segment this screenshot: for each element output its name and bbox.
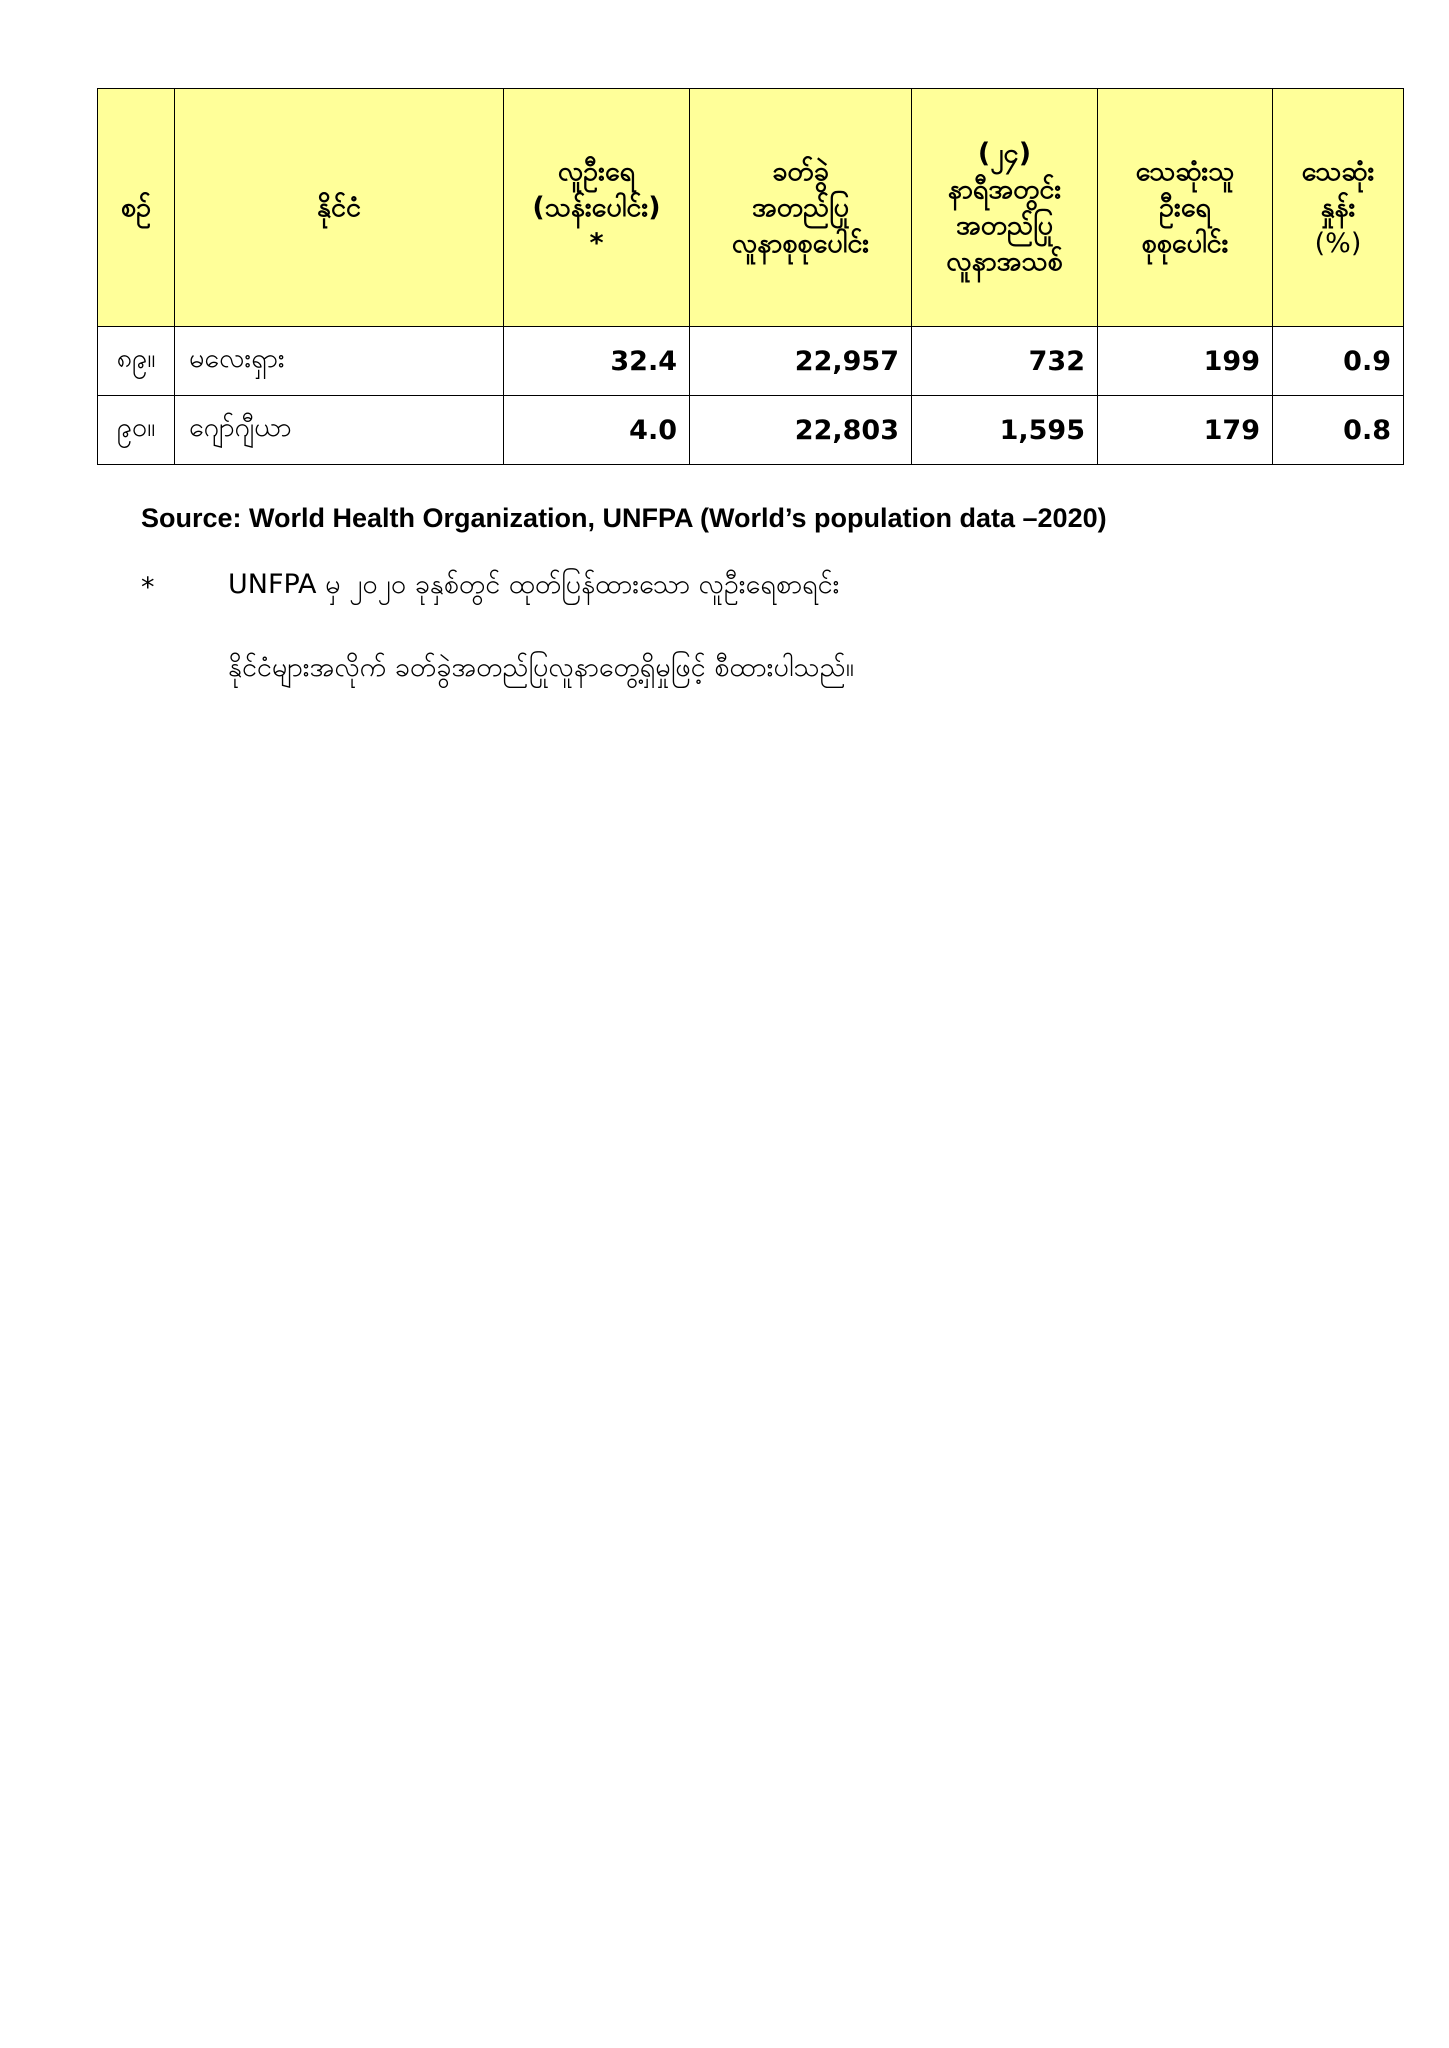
header-total-cases: ခတ်ခွဲ အတည်ပြု လူနာစုစုပေါင်း xyxy=(690,89,912,327)
row-new-cases-24h: 1,595 xyxy=(912,396,1098,465)
row-death-rate: 0.8 xyxy=(1273,396,1404,465)
header-death-rate-unit: (%) xyxy=(1314,227,1362,259)
header-death-rate-label: သေဆုံး နှုန်း xyxy=(1301,155,1375,223)
source-citation: Source: World Health Organization, UNFPA (World’s population data –2020) xyxy=(141,503,1107,533)
row-country: ဂျော်ဂျီယာ xyxy=(175,396,504,465)
row-serial-number: ၉၀။ xyxy=(98,396,175,465)
row-population: 4.0 xyxy=(504,396,690,465)
row-total-deaths: 179 xyxy=(1098,396,1273,465)
row-total-deaths: 199 xyxy=(1098,327,1273,396)
footnote-line-1: UNFPA မှ ၂၀၂၀ ခုနှစ်တွင် ထုတ်ပြန်ထားသော လူဦးရေစာရင်း xyxy=(228,569,840,600)
row-serial-number: ၈၉။ xyxy=(98,327,175,396)
row-total-cases: 22,803 xyxy=(690,396,912,465)
header-death-rate xyxy=(1273,89,1404,327)
row-new-cases-24h: 732 xyxy=(912,327,1098,396)
row-country: မလေးရှား xyxy=(175,327,504,396)
header-new-cases-24h: (၂၄) နာရီအတွင်း အတည်ပြု လူနာအသစ် xyxy=(912,89,1098,327)
header-population: လူဦးရေ (သန်းပေါင်း) * xyxy=(504,89,690,327)
table-row xyxy=(98,396,1404,465)
row-death-rate: 0.9 xyxy=(1273,327,1404,396)
table-row xyxy=(98,327,1404,396)
header-total-deaths: သေဆုံးသူ ဦးရေ စုစုပေါင်း xyxy=(1098,89,1273,327)
covid-statistics-table xyxy=(97,88,1404,465)
table-header-row xyxy=(98,89,1404,327)
footnote-line-2: နိုင်ငံများအလိုက် ခတ်ခွဲအတည်ပြုလူနာတွေ့ရှိမှုဖြင့် စီထားပါသည်။ xyxy=(228,652,854,683)
row-total-cases: 22,957 xyxy=(690,327,912,396)
footnote-asterisk: * xyxy=(141,572,155,603)
header-country: နိုင်ငံ xyxy=(175,89,504,327)
row-population: 32.4 xyxy=(504,327,690,396)
header-serial-number: စဉ် xyxy=(98,89,175,327)
